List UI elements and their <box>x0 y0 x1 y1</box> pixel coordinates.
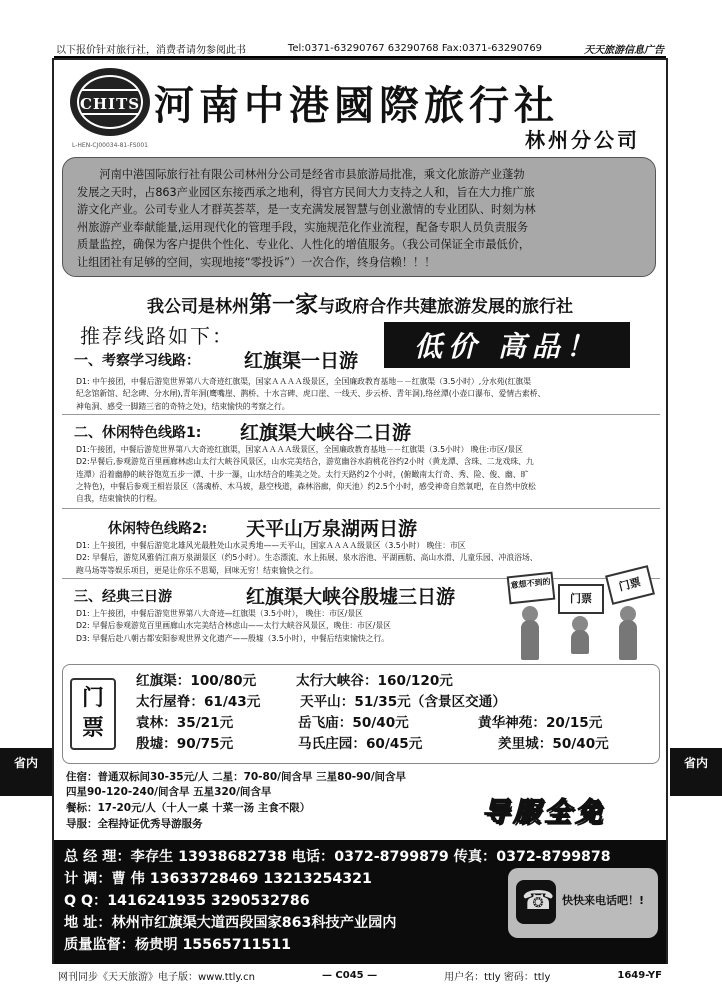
contact-text: Tel:0371-63290767 63290768 Fax:0371-63290769 <box>287 42 543 54</box>
page-code: — C045 — <box>321 969 378 981</box>
sign-ticket: 门票 <box>558 584 604 614</box>
price-item: 羑里城：50/40元 <box>498 736 609 752</box>
route-line: D1: 上午接团，中餐后游览北雄风光最胜处山水灵秀地——天平山，国家ＡＡＡＡ级景区（3.5小时） 晚住：市区 <box>76 541 466 550</box>
ticket-label: 门票 <box>70 678 116 750</box>
price-item: 红旗渠：100/80元 <box>136 673 257 689</box>
side-tab-right: 省内 <box>670 748 722 796</box>
contact-quality: 质量监督：杨贵明 15565711511 <box>64 937 292 953</box>
license-number: L-HEN-CJ00034-81-FS001 <box>72 142 148 149</box>
contact-manager: 总 经 理：李存生 13938682738 电话：0372-8799879 传真：0372-8799878 <box>64 849 611 865</box>
meal-line: 餐标：17-20元/人（十人一桌 十菜一汤 主食不限） <box>66 802 311 814</box>
price-item: 殷墟：90/75元 <box>136 736 234 752</box>
price-item: 岳飞庙：50/40元 <box>298 715 409 731</box>
route-line: D1: 上午接团，中餐后游览世界第八大奇迹—红旗渠（3.5小时）， 晚住：市区/景区 <box>76 609 363 618</box>
route-line: D2: 早餐后参观游览百里画廊山水完美结合林虑山——太行大峡谷风景区，晚住：市区/景区 <box>76 621 391 631</box>
contact-qq: Q Q：1416241935 3290532786 <box>64 893 310 909</box>
mascot-illustration <box>508 566 658 656</box>
guide-free-banner: 导服全免 <box>482 797 606 828</box>
route-line: D2:早餐后,参观游览百里画廊林虑山太行大峡谷风景区，山水完美结合，游览幽谷水韵桃花谷约2小时（黄龙潭、含珠、二龙戏珠、九 <box>76 457 534 467</box>
price-item: 袁林：35/21元 <box>136 715 234 731</box>
top-info-strip <box>54 40 666 58</box>
logo-text: CHITS <box>79 95 141 113</box>
sign-ticket: 门票 <box>605 565 655 605</box>
recommend-heading: 推荐线路如下： <box>80 324 234 348</box>
price-item: 天平山：51/35元（含景区交通） <box>300 694 506 710</box>
call-us-box <box>508 868 658 938</box>
route-line: D1: 中午接团，中餐后游览世界第八大奇迹红旗渠，国家ＡＡＡＡ级景区，全国廉政教育基地－－红旗渠（3.5小时）,分水苑(红旗渠 <box>76 377 532 386</box>
route-4-heading: 三、经典三日游 <box>74 589 172 605</box>
contact-address: 地 址：林州市红旗渠大道西段国家863科技产业园内 <box>64 915 397 931</box>
branch-name: 林州分公司 <box>525 128 640 152</box>
slogan-highlight: 第一家 <box>249 292 318 318</box>
route-line: 之特色)，中餐后参观王相岩景区（荡魂桥、木马坡，悬空栈道，森林浴廊，仰天池）约2.5个小时，感受神奇自然氧吧，在自然中放松 <box>76 481 536 491</box>
price-item: 黄华神苑：20/15元 <box>478 715 603 731</box>
company-intro <box>62 157 656 277</box>
price-item: 太行大峡谷：160/120元 <box>296 673 453 689</box>
route-4-details <box>76 608 506 645</box>
intro-line: 州旅游产业奉献能量,运用现代化的管理手段，实施规范化作业流程，配备专职人员负责服务 <box>77 220 529 234</box>
notice-text: 以下报价针对旅行社，消费者请勿参阅此书 <box>56 44 246 56</box>
price-item: 马氏庄园：60/45元 <box>298 736 423 752</box>
promo-banner: 低价 高品！ <box>384 322 630 368</box>
route-line: 连潭）沿着幽静的峡谷饱览五步一潭、十步一瀑，山水结合的唯美之处。太行天路约2个小时，(俯瞰南太行奇、秀、险、俊、幽、旷 <box>76 469 529 479</box>
slogan-part2: 与政府合作共建旅游发展的旅行社 <box>318 297 573 317</box>
header <box>54 60 666 150</box>
divider <box>62 414 660 415</box>
company-logo <box>70 68 150 136</box>
intro-line: 让组团社有足够的空间，实现地接“零投诉”）一次合作，终身信赖！！！ <box>77 255 436 269</box>
accommodation-line: 住宿：普通双标间30-35元/人 二星：70-80/间含早 三星80-90/间含早 <box>66 771 407 783</box>
guide-line: 导服：全程持证优秀导游服务 <box>66 818 203 830</box>
route-1-details <box>76 376 660 413</box>
route-2-heading: 二、休闲特色线路1: <box>74 425 202 441</box>
contact-block <box>54 840 666 964</box>
route-line: D3: 早餐后赴八朝古都安阳参观世界文化遗产——殷墟（3.5小时），中餐后结束愉快之行。 <box>76 633 390 643</box>
telephone-icon <box>516 880 556 924</box>
intro-line: 发展之天时，占863产业园区东接西承之地利，得官方民间大力支持之人和，旨在大力推广旅 <box>77 185 535 199</box>
ad-tag: 天天旅游信息广告 <box>583 44 664 56</box>
route-2-title: 红旗渠大峡谷二日游 <box>240 422 412 444</box>
route-3-title: 天平山万泉湖两日游 <box>246 518 418 540</box>
footer-website: 网刊同步《天天旅游》电子版：www.ttly.cn <box>58 971 255 983</box>
issue-code: 1649-YF <box>617 969 662 981</box>
footer <box>54 964 666 986</box>
slogan <box>54 286 666 319</box>
divider <box>62 508 660 509</box>
accommodation-line: 四星90-120-240/间含早 五星320/间含早 <box>66 786 272 798</box>
route-1-title: 红旗渠一日游 <box>244 350 359 372</box>
route-line: 自我，结束愉快的行程。 <box>76 494 162 504</box>
footer-account: 用户名：ttly 密码：ttly <box>444 971 551 983</box>
intro-line: 质量监控，确保为客户提供个性化、专业化、人性化的增值服务。（我公司保证全市最低价， <box>77 238 531 252</box>
route-4-title: 红旗渠大峡谷殷墟三日游 <box>246 586 456 608</box>
intro-line: 河南中港国际旅行社有限公司林州分公司是经省市县旅游局批准，乘文化旅游产业蓬勃 <box>99 168 525 181</box>
route-2-details <box>76 444 660 505</box>
route-1-heading: 一、考察学习线路： <box>74 353 200 369</box>
route-3-heading: 休闲特色线路2: <box>108 521 208 537</box>
route-line: D2: 早餐后，游览风雅俏江南万泉湖景区（约5小时）。生态漂流、水上拓展、泉水浴池、平湖画舫、高山水滑、儿童乐园、冲浪浴场、 <box>76 553 538 563</box>
sign-surprise: 意想不到的 <box>507 572 556 605</box>
slogan-part1: 我公司是林州 <box>147 297 249 317</box>
contact-planner: 计 调：曹 伟 13633728469 13213254321 <box>64 871 372 887</box>
price-item: 太行屋脊：61/43元 <box>136 694 261 710</box>
route-line: D1:午接团，中餐后游览世界第八大奇迹红旗渠，国家ＡＡＡＡ级景区，全国廉政教育基地－－红旗渠（3.5小时） 晚住:市区/景区 <box>76 445 523 454</box>
route-line: 纪念馆新馆、纪念碑、分水闸),青年洞(鹰嘴崖、鹊桥、十水言碑、虎口崖、一线天、步云桥、青年洞),络丝潭(小壶口瀑布、爱情古索桥、 <box>76 389 546 399</box>
call-us-text: 快快来电话吧！! <box>562 894 645 907</box>
route-line: 神龟洞、感受一脚踏三省的奇特之处)，结束愉快的考察之行。 <box>76 401 290 411</box>
intro-line: 游文化产业。公司专业人才群英荟萃，是一支充满发展智慧与创业激情的专业团队、时刻为林 <box>77 203 536 217</box>
route-line: 跑马场等等娱乐项目，更是让你乐不思蜀，回味无穷！结束愉快之行。 <box>76 565 318 575</box>
side-tab-left: 省内 <box>0 748 52 796</box>
company-name: 河南中港國際旅行社 <box>154 82 559 129</box>
